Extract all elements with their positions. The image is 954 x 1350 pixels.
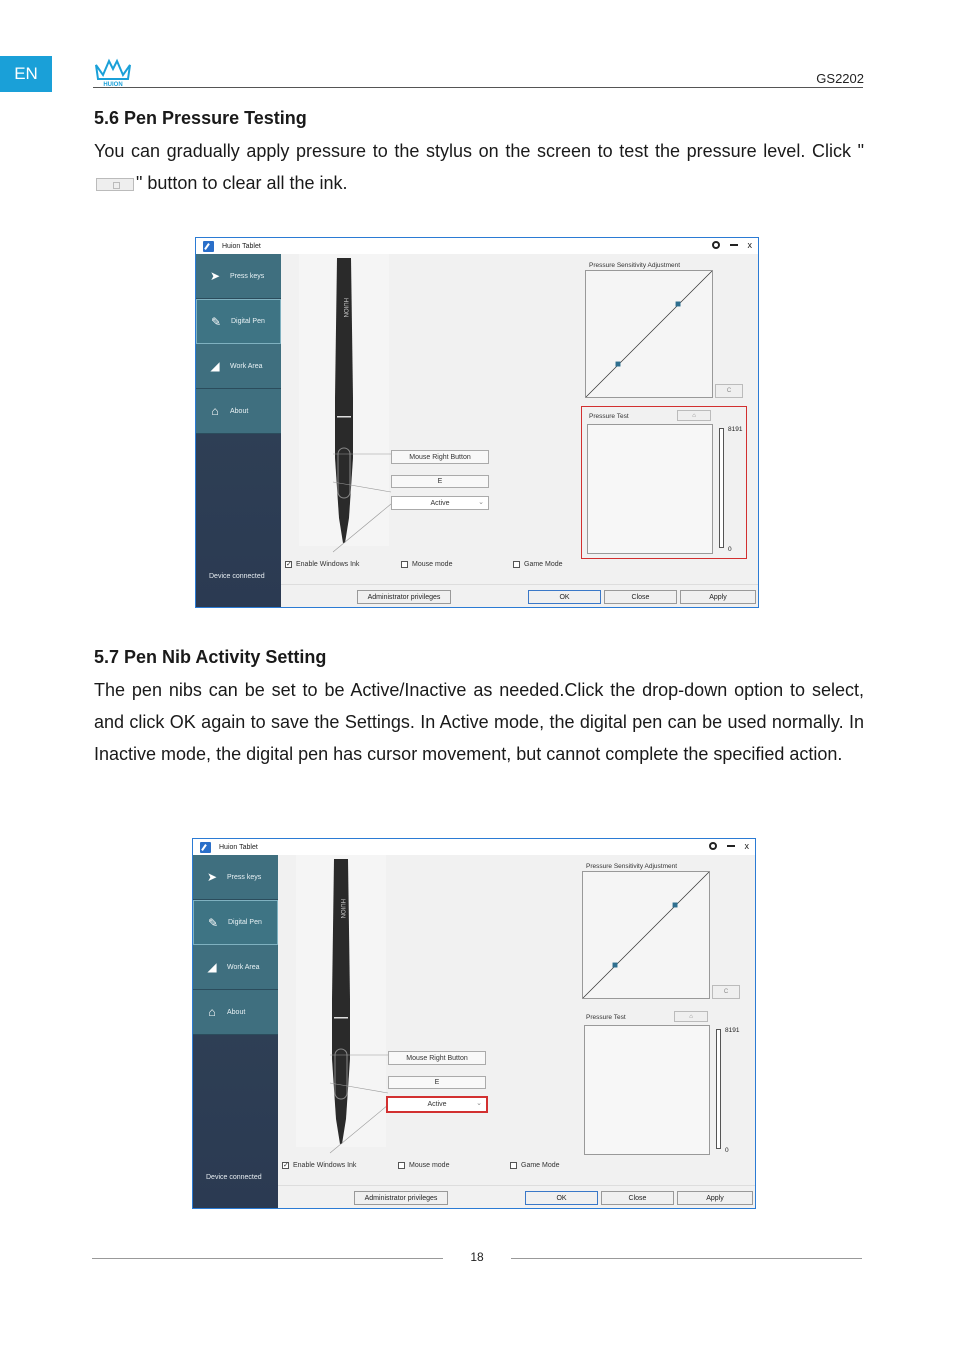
- pen-button-leader-lines: [328, 1045, 394, 1155]
- section-nib-activity: [94, 647, 864, 770]
- main-panel: [281, 254, 758, 607]
- pressure-sensitivity-title: Pressure Sensitivity Adjustment: [589, 262, 681, 269]
- sidebar: [193, 855, 278, 1208]
- huion-logo-icon: [93, 55, 133, 87]
- pen-brand-text: HUION: [342, 298, 348, 318]
- close-icon[interactable]: x: [744, 841, 749, 851]
- page-number: 18: [470, 1250, 484, 1264]
- sidebar-item-work-area[interactable]: [193, 945, 278, 990]
- sidebar: [196, 254, 281, 607]
- ok-button[interactable]: OK: [525, 1191, 598, 1205]
- huion-window-pressure-test: [195, 237, 759, 608]
- language-tab: EN: [0, 56, 52, 92]
- enable-windows-ink-checkbox[interactable]: ✓: [286, 561, 292, 568]
- section-title: 5.6 Pen Pressure Testing: [94, 108, 307, 128]
- pressure-curve-graph[interactable]: [582, 871, 710, 999]
- click-prefix: Click ": [811, 141, 864, 161]
- sidebar-item-about[interactable]: [196, 389, 281, 434]
- sidebar-item-label: Press keys: [227, 873, 262, 881]
- mouse-mode-label: Mouse mode: [412, 561, 453, 568]
- settings-gear-icon[interactable]: [712, 241, 720, 249]
- sidebar-item-label: About: [230, 407, 249, 415]
- sidebar-item-label: Digital Pen: [228, 919, 262, 926]
- pressure-test-title: Pressure Test: [589, 413, 629, 420]
- window-title: Huion Tablet: [222, 242, 261, 250]
- game-mode-checkbox[interactable]: [513, 561, 520, 568]
- mouse-mode-option[interactable]: [401, 561, 452, 568]
- enable-windows-ink-label: Enable Windows Ink: [296, 561, 360, 568]
- game-mode-label: Game Mode: [521, 1162, 560, 1169]
- clear-ink-button[interactable]: [677, 410, 711, 421]
- section-pressure-testing: [94, 108, 864, 199]
- brand-text: HUION: [103, 82, 123, 87]
- pressure-curve-graph[interactable]: [585, 270, 713, 398]
- section-body: The pen nibs can be set to be Active/Inactive as needed.Click the drop-down option to select, and click OK again to save the Settings. In Active mode, the digital pen can be used normally. In Inactive mode, the digital pen has cursor movement, but cannot complete the specified action.: [94, 680, 864, 764]
- sidebar-item-label: Work Area: [227, 963, 260, 971]
- pen-brand-text: HUION: [339, 899, 345, 919]
- mouse-mode-option[interactable]: [398, 1162, 449, 1169]
- title-bar: [196, 238, 758, 254]
- minimize-icon[interactable]: [727, 845, 735, 847]
- upper-button-mapping[interactable]: Mouse Right Button: [388, 1051, 486, 1065]
- device-status: Device connected: [206, 1174, 262, 1181]
- paper-plane-icon: ➤: [209, 269, 221, 283]
- lower-button-mapping[interactable]: E: [391, 475, 489, 488]
- sidebar-item-press-keys[interactable]: [193, 855, 278, 900]
- enable-windows-ink-checkbox[interactable]: ✓: [283, 1162, 289, 1169]
- footer-divider: [278, 1185, 755, 1186]
- curve-handle-high: [673, 903, 678, 908]
- chevron-down-icon: ⌄: [476, 1100, 482, 1107]
- pen-button-leader-lines: [331, 444, 397, 554]
- nib-activity-value: Active: [427, 1101, 447, 1108]
- reset-curve-button[interactable]: C: [715, 384, 743, 398]
- body-line: You can gradually apply pressure to the stylus on the screen to test the pressure level.: [94, 141, 806, 161]
- apply-button[interactable]: Apply: [677, 1191, 753, 1205]
- triangle-ruler-icon: ◢: [207, 960, 217, 974]
- curve-handle-low: [613, 963, 618, 968]
- min-pressure-level: 0: [725, 1147, 729, 1154]
- main-panel: [278, 855, 755, 1208]
- nib-activity-select[interactable]: [391, 496, 489, 510]
- clear-ink-button[interactable]: [674, 1011, 708, 1022]
- app-icon: [203, 241, 214, 252]
- app-icon: [200, 842, 211, 853]
- upper-button-mapping[interactable]: Mouse Right Button: [391, 450, 489, 464]
- model-name: GS2202: [816, 71, 864, 86]
- enable-windows-ink-label: Enable Windows Ink: [293, 1162, 357, 1169]
- pressure-sensitivity-title: Pressure Sensitivity Adjustment: [586, 863, 678, 870]
- sidebar-item-label: Press keys: [230, 272, 265, 280]
- pressure-test-canvas[interactable]: [587, 424, 713, 554]
- curve-handle-high: [676, 302, 681, 307]
- pressure-test-canvas[interactable]: [584, 1025, 710, 1155]
- trash-icon: ⌂: [692, 412, 696, 419]
- enable-windows-ink-option[interactable]: [282, 1162, 356, 1169]
- pressure-level-bar: [716, 1029, 721, 1149]
- close-button[interactable]: Close: [604, 590, 677, 604]
- sidebar-item-digital-pen[interactable]: [193, 900, 278, 945]
- footer-line-right: [511, 1258, 862, 1259]
- footer-divider: [281, 584, 758, 585]
- header-divider: [93, 87, 863, 88]
- sidebar-item-label: Work Area: [230, 362, 263, 370]
- game-mode-option[interactable]: [510, 1162, 560, 1169]
- minimize-icon[interactable]: [730, 244, 738, 246]
- window-title: Huion Tablet: [219, 843, 258, 851]
- curve-handle-low: [616, 362, 621, 367]
- settings-gear-icon[interactable]: [709, 842, 717, 850]
- min-pressure-level: 0: [728, 546, 732, 553]
- mouse-mode-checkbox[interactable]: [398, 1162, 405, 1169]
- sidebar-item-work-area[interactable]: [196, 344, 281, 389]
- pressure-test-title: Pressure Test: [586, 1014, 626, 1021]
- game-mode-option[interactable]: [513, 561, 563, 568]
- apply-button[interactable]: Apply: [680, 590, 756, 604]
- administrator-privileges-button[interactable]: Administrator privileges: [357, 590, 451, 604]
- sidebar-item-about[interactable]: [193, 990, 278, 1035]
- pressure-level-bar: [719, 428, 724, 548]
- home-icon: ⌂: [211, 404, 219, 418]
- home-icon: ⌂: [208, 1005, 216, 1019]
- footer-line-left: [92, 1258, 443, 1259]
- title-bar: [193, 839, 755, 855]
- enable-windows-ink-option[interactable]: [285, 561, 359, 568]
- mouse-mode-checkbox[interactable]: [401, 561, 408, 568]
- pen-icon: ✎: [210, 314, 222, 329]
- paper-plane-icon: ➤: [206, 870, 218, 884]
- sidebar-item-digital-pen[interactable]: [196, 299, 281, 344]
- lower-button-mapping[interactable]: E: [388, 1076, 486, 1089]
- reset-curve-button[interactable]: C: [712, 985, 740, 999]
- close-button[interactable]: Close: [601, 1191, 674, 1205]
- huion-window-nib-activity: [192, 838, 756, 1209]
- administrator-privileges-button[interactable]: Administrator privileges: [354, 1191, 448, 1205]
- sidebar-item-press-keys[interactable]: [196, 254, 281, 299]
- section-title: 5.7 Pen Nib Activity Setting: [94, 647, 327, 667]
- sidebar-item-label: About: [227, 1008, 246, 1016]
- ok-button[interactable]: OK: [528, 590, 601, 604]
- nib-activity-select[interactable]: [386, 1096, 488, 1113]
- device-status: Device connected: [209, 573, 265, 580]
- max-pressure-level: 8191: [725, 1027, 740, 1034]
- close-icon[interactable]: x: [747, 240, 752, 250]
- pen-icon: ✎: [207, 915, 219, 930]
- trash-icon: ⌂: [689, 1013, 693, 1020]
- game-mode-label: Game Mode: [524, 561, 563, 568]
- click-suffix: " button to clear all the ink.: [136, 173, 348, 193]
- section-body: [94, 135, 864, 199]
- clear-ink-button-icon: [96, 178, 134, 191]
- triangle-ruler-icon: ◢: [210, 359, 220, 373]
- sidebar-item-label: Digital Pen: [231, 318, 265, 325]
- mouse-mode-label: Mouse mode: [409, 1162, 450, 1169]
- max-pressure-level: 8191: [728, 426, 743, 433]
- chevron-down-icon: ⌄: [478, 499, 484, 506]
- game-mode-checkbox[interactable]: [510, 1162, 517, 1169]
- nib-activity-value: Active: [430, 499, 450, 507]
